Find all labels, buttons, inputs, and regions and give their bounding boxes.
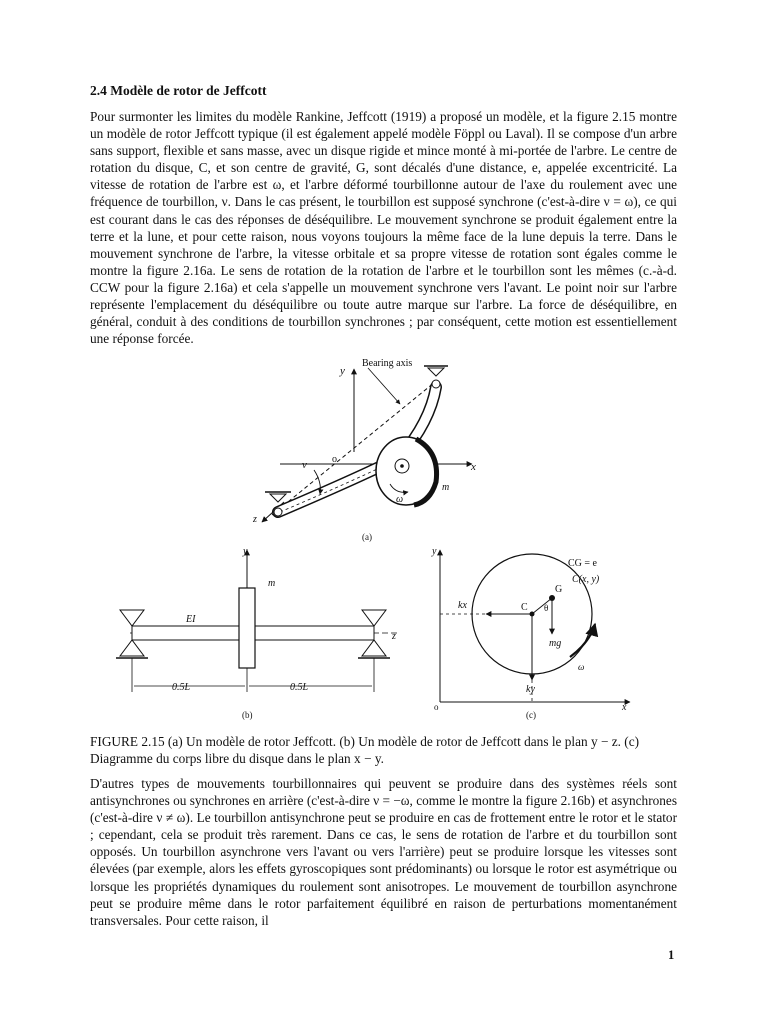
panel-a-x-label: x bbox=[471, 461, 476, 473]
disc-center bbox=[400, 464, 404, 468]
panel-c-y-label: y bbox=[432, 546, 437, 557]
panel-b-left-bearing-top bbox=[120, 610, 144, 626]
panel-b-right-bearing-bottom bbox=[362, 640, 386, 656]
panel-a-y-label: y bbox=[340, 365, 345, 377]
page-number: 1 bbox=[668, 948, 675, 962]
bearing-axis-pointer bbox=[368, 368, 400, 404]
panel-b-caption-label: (b) bbox=[242, 710, 253, 720]
center-coordinates-label: C(x, y) bbox=[572, 574, 600, 585]
panel-c-G-label: G bbox=[555, 584, 563, 595]
panel-b-disc bbox=[239, 588, 255, 668]
cg-eccentricity-label: CG = e bbox=[568, 558, 597, 569]
force-mg-label: mg bbox=[549, 638, 562, 649]
dim-left-label: 0.5L bbox=[172, 682, 191, 693]
panel-b-EI-label: EI bbox=[186, 614, 196, 625]
panel-b-z-label: z bbox=[392, 631, 396, 642]
left-bearing bbox=[274, 508, 282, 516]
whirl-nu-label: ν bbox=[302, 459, 307, 471]
figure-caption: FIGURE 2.15 (a) Un modèle de rotor Jeffcott. (b) Un modèle de rotor de Jeffcott dans le plan y − z. (c) Diagramme du corps libre du disque dans le plan x − y. bbox=[90, 734, 640, 767]
panel-c-theta-label: θ bbox=[544, 603, 549, 613]
panel-c-origin: o bbox=[434, 702, 439, 712]
panel-c-omega-label: ω bbox=[578, 662, 585, 672]
paragraph-whirl-types: D'autres types de mouvements tourbillonnaires qui peuvent se produire dans des systèmes réels sont antisynchrones ou synchrones en arrière (c'est-à-dire ν = −ω, comme le montre la figure 2.16b) et asynchrones (c'est-à-dire ν ≠ ω). Le tourbillon antisynchrone peut se produire en cas de frottement entre le rotor et le stator ; cependant, cela se produit très rarement. Dans ce cas, le sens de rotation de l'arbre et du tourbillon sont opposés. Un tourbillon asynchrone vers l'avant ou vers l'arrière) peut se produire lorsque les vitesses sont élevées (par exemple, alors les effets gyroscopiques sont prédominants) ou lorsque le rotor est asymétrique ou lorsque les propriétés dynamiques du roulement sont anisotropes. Le mouvement de tourbillon asynchrone peut se produire même dans le rotor parfaitement équilibré en raison de perturbations momentanément transversales. Pour cette raison, il bbox=[90, 776, 677, 928]
panel-a bbox=[252, 358, 476, 542]
left-bearing-support bbox=[270, 494, 286, 502]
panel-b-mass-label: m bbox=[268, 578, 276, 589]
force-kx-label: kx bbox=[458, 600, 467, 611]
panel-b-left-bearing-bottom bbox=[120, 640, 144, 656]
section-heading: 2.4 Modèle de rotor de Jeffcott bbox=[90, 83, 267, 98]
panel-b-y-label: y bbox=[243, 546, 248, 557]
force-ky-label: ky bbox=[526, 684, 535, 695]
top-bearing bbox=[432, 380, 440, 388]
panel-a-origin: o bbox=[332, 454, 337, 465]
panel-a-z-label: z bbox=[253, 514, 257, 525]
paragraph-intro: Pour surmonter les limites du modèle Rankine, Jeffcott (1919) a proposé un modèle, et la figure 2.15 montre un modèle de rotor Jeffcott typique (il est également appelé modèle Föppl ou Laval). Il se compose d'un arbre sans support, flexible et sans masse, avec un disque rigide et mince monté à mi-portée de l'arbre. Le centre de rotation du disque, C, et son centre de gravité, G, sont décalés d'une distance, e, appelée excentricité. La vitesse de rotation de l'arbre est ω, et l'arbre déformé tourbillonne autour de l'axe du roulement avec une fréquence de tourbillon, ν. Dans le cas présent, le tourbillon est supposé synchrone (c'est-à-dire ν = ω), ce qui est courant dans le cas des réponses de déséquilibre. Le mouvement synchrone se produit également entre la terre et la lune, et pour cette raison, nous voyons toujours la même face de la lune depuis la terre. Dans le mouvement synchrone de l'arbre, la vitesse orbitale et sa propre vitesse de rotation sont égales comme le montre la figure 2.16a. Le sens de rotation de la rotation de l'arbre et le tourbillon sont les mêmes (c.-à-d. CCW pour la figure 2.16a) et cela s'appelle un mouvement synchrone vers l'avant. Le point noir sur l'arbre représente l'emplacement du déséquilibre ou toute autre marque sur l'arbre. La force de déséquilibre, en général, conduit à des conditions de tourbillon synchrones ; par conséquent, cette motion est essentiellement une réponse forcée. bbox=[90, 109, 677, 347]
panel-b bbox=[116, 546, 400, 720]
figure-svg bbox=[100, 352, 660, 727]
disc-mass-label: m bbox=[442, 482, 450, 493]
bearing-axis-label: Bearing axis bbox=[362, 358, 413, 369]
panel-c-x-label: x bbox=[622, 702, 627, 713]
panel-a-caption-label: (a) bbox=[362, 532, 372, 542]
dim-right-label: 0.5L bbox=[290, 682, 309, 693]
panel-c bbox=[431, 546, 630, 720]
panel-c-caption-label: (c) bbox=[526, 710, 536, 720]
top-bearing-support bbox=[428, 368, 444, 376]
panel-b-right-bearing-top bbox=[362, 610, 386, 626]
spin-omega-label: ω bbox=[396, 494, 404, 505]
figure-2-15 bbox=[100, 352, 660, 727]
panel-c-C-label: C bbox=[521, 602, 528, 613]
